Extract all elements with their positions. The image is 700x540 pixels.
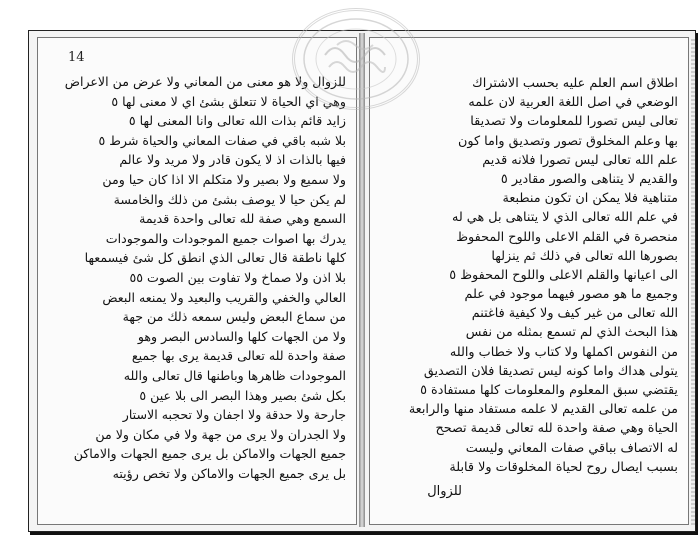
library-seal-stamp (292, 8, 420, 110)
text-line: وهي اي الحياة لا تتعلق بشئ اي لا معنى لها ٥ (111, 93, 346, 109)
text-line: يدرك بها اصوات جميع الموجودات والموجودات (105, 230, 346, 246)
text-line: علم الله تعالى ليس تصورا فلانه قديم (482, 152, 678, 168)
text-line: العالي والخفي والقريب والبعيد ولا يمنعه البعض (102, 289, 346, 305)
text-line: والقديم لا يتناهى والصور مقادير ٥ (500, 171, 678, 187)
text-line: في علم الله تعالى الذي لا يتناهى بل هي له (451, 210, 678, 226)
text-line: زايد قائم بذات الله تعالى وانا المعنى لها ٥ (128, 113, 346, 129)
text-line: من علمه تعالى القديم لا علمه مستفاد منها والرابعة (408, 402, 678, 418)
text-line: بها وعلم المخلوق تصور وتصديق واما كون (457, 133, 678, 149)
text-line: بكل شئ بصير وهذا البصر الى بلا عين ٥ (139, 387, 346, 403)
text-line: هذا البحث الذي لم تسمع بمثله من نفس (465, 325, 678, 341)
text-line: الوضعي في اصل اللغة العربية لان علمه (468, 95, 678, 111)
text-line: متناهية فلا يمكن ان تكون منطبعة (502, 191, 678, 207)
text-line: من النفوس اكملها ولا كتاب ولا خطاب والله (449, 344, 678, 360)
text-line: الى اعيانها والقلم الاعلى واللوح المحفوظ ٥ (449, 267, 678, 283)
text-line: من سماع البعض وليس سمعه ذلك من جهة (122, 309, 346, 325)
catchword: للزوال (427, 484, 462, 499)
left-page-text (60, 72, 346, 483)
text-line: الحياة وهي صفة واحدة لله تعالى قديمة تصحح (435, 421, 678, 437)
text-line: الله تعالى من غير كيف ولا كيفية فاغتنم (471, 306, 678, 322)
text-line: وجميع ما هو مصور فيهما موجود في علم (464, 287, 678, 303)
text-line: جميع الجهات والاماكن بل يرى جميع الجهات والاماكن (73, 446, 346, 462)
text-line: فيها بالذات اذ لا يكون قادر ولا مريد ولا عالم (119, 152, 346, 168)
text-line: ولا الجدران ولا يرى من جهة ولا في مكان ولا من (95, 426, 346, 442)
text-line: يتولى هداك واما كونه ليس تصديقا فلان التصديق (423, 363, 678, 379)
seal-ornament (295, 11, 417, 107)
text-line: للزوال ولا هو معنى من المعاني ولا عرض من الاعراض (64, 74, 346, 89)
text-line: الموجودات ظاهرها وباطنها قال تعالى والله (123, 367, 346, 383)
text-line: كلها ناطقة قال تعالى الذي انطق كل شئ فيسمعها (84, 250, 346, 266)
text-line: بل يرى جميع الجهات والاماكن ولا تخص رؤيته (112, 465, 346, 481)
text-line: له الاتصاف بباقي صفات المعاني وليست (465, 440, 678, 456)
right-page (369, 37, 689, 525)
text-line: ولا من الجهات كلها والسادس البصر وهو (137, 328, 346, 344)
left-page (37, 37, 357, 525)
text-line: بسبب ايصال روح لحياة المخلوقات ولا قابلة (449, 459, 678, 475)
text-line: السمع وهي صفة لله تعالى واحدة قديمة (139, 211, 346, 227)
page-edges (691, 39, 695, 525)
text-line: تعالى ليس تصورا للمعلومات ولا تصديقا (470, 114, 678, 130)
right-page-text (378, 74, 678, 477)
text-line: صفة واحدة لله تعالى قديمة يرى بها جميع (131, 348, 346, 364)
text-line: جارحة ولا حدقة ولا اجفان ولا تحجبه الاستار (122, 407, 346, 423)
text-line: يقتضي سبق المعلوم والمعلومات كلها مستفادة ٥ (420, 383, 678, 398)
text-line: بلا شبه باقي في صفات المعاني والحياة شرط ٥ (98, 132, 346, 148)
folio-number: 14 (68, 50, 85, 65)
text-line: بلا اذن ولا صماخ ولا تفاوت بين الصوت ٥٥ (129, 269, 346, 285)
text-line: بصورها الله تعالى في ذلك ثم ينزلها (491, 248, 678, 264)
text-line: ولا سميع ولا بصير ولا متكلم الا اذا كان حيا ومن (102, 171, 346, 187)
text-line: اطلاق اسم العلم عليه بحسب الاشتراك (472, 76, 678, 91)
text-line: منحصرة في القلم الاعلى واللوح المحفوظ (456, 229, 678, 245)
text-line: لم يكن حيا لا يوصف بشئ من ذلك والخامسة (113, 191, 346, 207)
